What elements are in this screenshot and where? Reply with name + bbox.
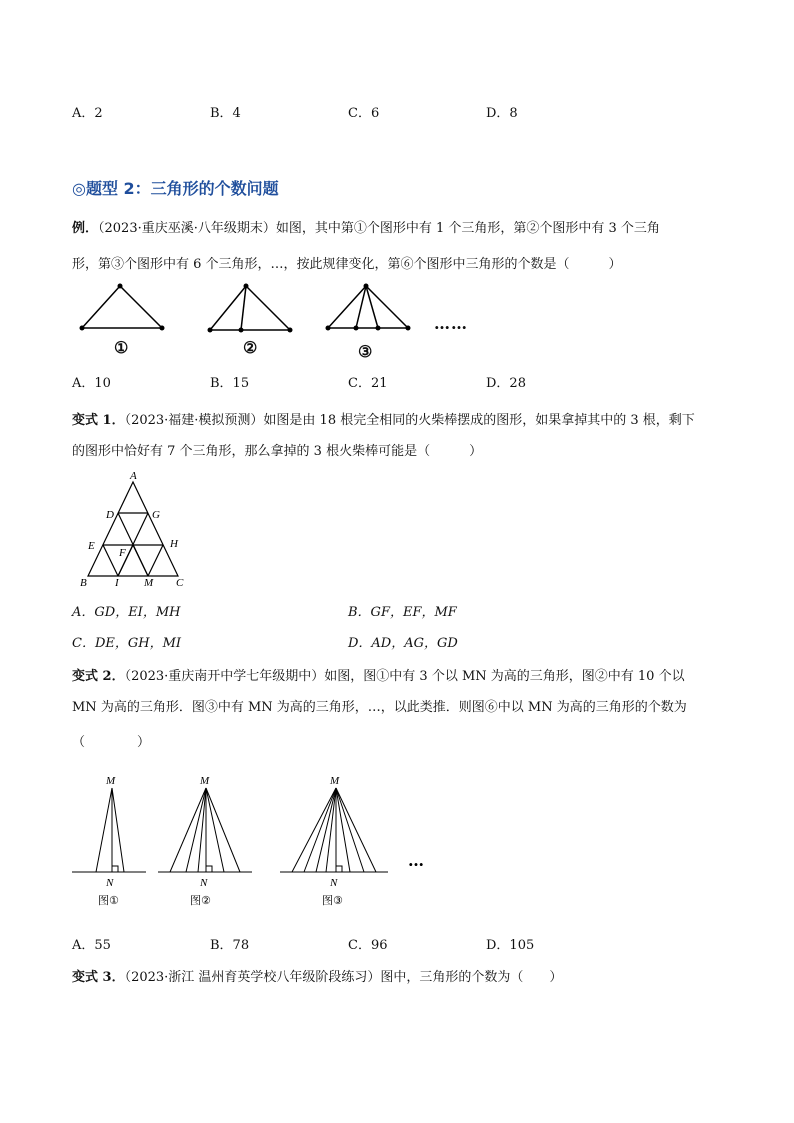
point-I: I: [115, 577, 119, 589]
example-label: 例．: [72, 221, 99, 236]
example-line-1: [72, 217, 660, 236]
section-title: [72, 176, 279, 199]
variant1-option-c: C．DE，GH，MI: [72, 636, 182, 651]
variant2-option-d: D．105: [486, 938, 535, 953]
option-d: D．8: [486, 106, 518, 121]
example-option-c: C．21: [348, 376, 388, 391]
variant1-option-a: A．GD，EI，MH: [72, 605, 181, 620]
example-option-b: B．15: [210, 376, 250, 391]
label-N-2: N: [200, 877, 208, 889]
variant2-label: 变式 2．: [72, 669, 125, 684]
label-M-1: M: [106, 775, 116, 787]
variant1-text-1: （2023·福建·模拟预测）如图是由 18 根完全相同的火柴棒摆成的图形，如果拿掉其中的 3 根，剩下: [124, 413, 695, 428]
triangle-figure-1: [82, 286, 162, 328]
point-B: B: [80, 577, 87, 589]
continuation-dots: ……: [434, 314, 468, 333]
point-A: A: [130, 470, 137, 482]
label-M-3: M: [330, 775, 340, 787]
matchstick-triangle-figure: [70, 470, 210, 594]
point-C: C: [176, 577, 184, 589]
example-option-a: A．10: [72, 376, 111, 391]
example-text-1: （2023·重庆巫溪·八年级期末）如图，其中第①个图形中有 1 个三角形，第②个图形中有 3 个三角: [98, 221, 660, 236]
section-title-text: 题型 2：三角形的个数问题: [85, 179, 279, 198]
variant3-text-1: （2023·浙江 温州育英学校八年级阶段练习）图中，三角形的个数为（ ）: [124, 970, 563, 985]
variant2-option-c: C．96: [348, 938, 388, 953]
label-M-2: M: [200, 775, 210, 787]
variant2-line-1: [72, 665, 685, 684]
variant2-option-a: A．55: [72, 938, 111, 953]
altitude-figures: [68, 774, 468, 914]
variant1-line-1: [72, 409, 695, 428]
variant3-line-1: [72, 966, 562, 985]
point-H: H: [170, 538, 178, 550]
figure-label-3: ③: [358, 342, 373, 361]
point-G: G: [152, 509, 160, 521]
point-M: M: [144, 577, 154, 589]
triangle-figure-2: [210, 286, 290, 330]
caption-fig-2: 图②: [190, 894, 211, 907]
example-option-d: D．28: [486, 376, 526, 391]
point-E: E: [88, 540, 95, 552]
option-c: C．6: [348, 106, 380, 121]
variant2-text-1: （2023·重庆南开中学七年级期中）如图，图①中有 3 个以 MN 为高的三角形，图②中有 10 个以: [124, 669, 685, 684]
point-F: F: [119, 547, 126, 559]
continuation-dots-2: …: [408, 851, 424, 870]
caption-fig-3: 图③: [322, 894, 343, 907]
figure-label-1: ①: [114, 338, 129, 357]
example-line-2: 形，第③个图形中有 6 个三角形，…，按此规律变化，第⑥个图形中三角形的个数是（ ）: [72, 257, 622, 272]
label-N-1: N: [106, 877, 114, 889]
variant1-line-2: 的图形中恰好有 7 个三角形，那么拿掉的 3 根火柴棒可能是（ ）: [72, 444, 483, 459]
point-D: D: [106, 509, 114, 521]
variant2-option-b: B．78: [210, 938, 250, 953]
variant2-line-3: （ ）: [72, 735, 151, 750]
variant2-line-2: MN 为高的三角形．图③中有 MN 为高的三角形，…，以此类推．则图⑥中以 MN 为高的三角形的个数为: [72, 700, 687, 715]
label-N-3: N: [330, 877, 338, 889]
variant1-option-d: D．AD，AG，GD: [348, 636, 458, 651]
option-b: B．4: [210, 106, 241, 121]
variant3-label: 变式 3．: [72, 970, 125, 985]
section-icon: ◎: [72, 179, 86, 198]
caption-fig-1: 图①: [98, 894, 119, 907]
option-a: A．2: [72, 106, 103, 121]
variant1-option-b: B．GF，EF，MF: [348, 605, 457, 620]
figure-label-2: ②: [243, 338, 258, 357]
variant1-label: 变式 1．: [72, 413, 125, 428]
